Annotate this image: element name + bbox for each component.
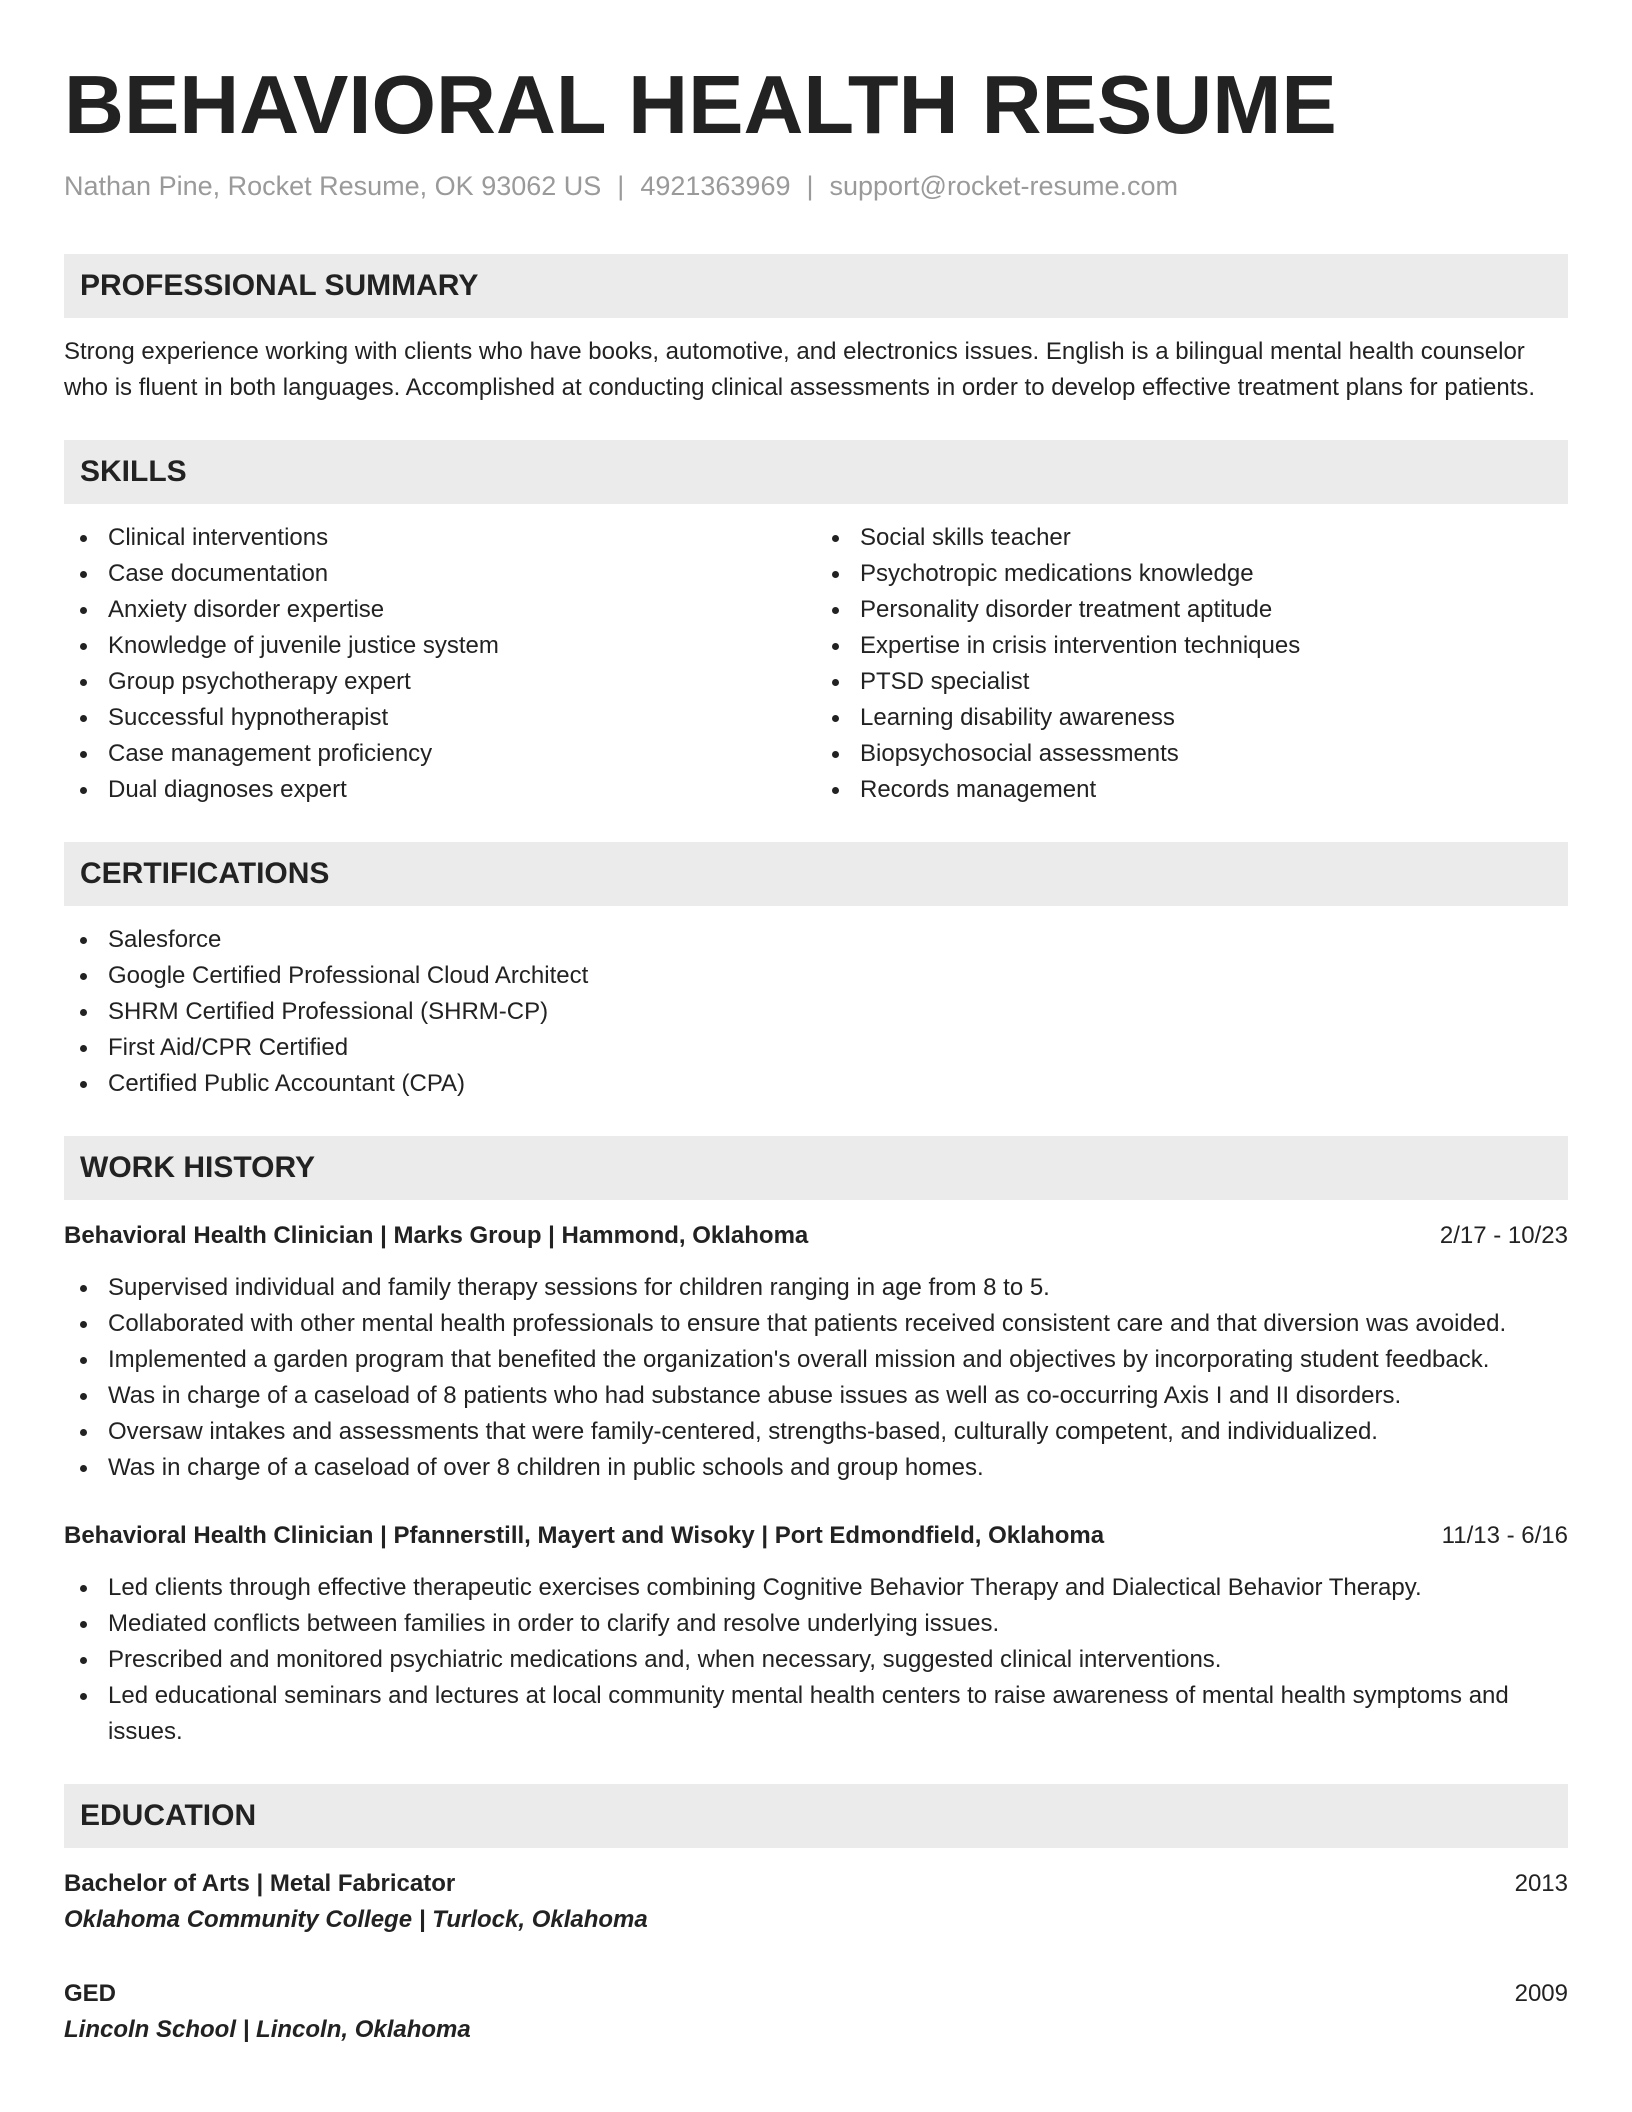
job-bullet: Implemented a garden program that benefited the organization's overall mission and objectives by incorporating student feedback. — [64, 1342, 1568, 1378]
skills-left-list — [64, 520, 816, 808]
skill-item: Social skills teacher — [816, 520, 1568, 556]
education-degree: Bachelor of Arts | Metal Fabricator — [64, 1870, 456, 1897]
job-bullet: Oversaw intakes and assessments that were family-centered, strengths-based, culturally competent, and individualized. — [64, 1414, 1568, 1450]
skill-item: Biopsychosocial assessments — [816, 736, 1568, 772]
skill-item: Learning disability awareness — [816, 700, 1568, 736]
job-bullets — [64, 1570, 1568, 1750]
job-bullet: Collaborated with other mental health professionals to ensure that patients received consistent care and that diversion was avoided. — [64, 1306, 1568, 1342]
summary-heading: PROFESSIONAL SUMMARY — [64, 254, 1568, 318]
certification-item: First Aid/CPR Certified — [64, 1030, 1568, 1066]
job-bullets — [64, 1270, 1568, 1486]
skill-item: Group psychotherapy expert — [64, 664, 816, 700]
skill-item: Psychotropic medications knowledge — [816, 556, 1568, 592]
certification-item: SHRM Certified Professional (SHRM-CP) — [64, 994, 1568, 1030]
job-bullet: Was in charge of a caseload of over 8 children in public schools and group homes. — [64, 1450, 1568, 1486]
education-school: Lincoln School | Lincoln, Oklahoma — [64, 2016, 471, 2043]
skills-heading: SKILLS — [64, 440, 1568, 504]
skill-item: Personality disorder treatment aptitude — [816, 592, 1568, 628]
skill-item: Case documentation — [64, 556, 816, 592]
contact-line — [64, 170, 1568, 202]
education-entry — [64, 1866, 1568, 1938]
certification-item: Salesforce — [64, 922, 1568, 958]
job-dates: 2/17 - 10/23 — [1439, 1222, 1568, 1249]
work-history-heading: WORK HISTORY — [64, 1136, 1568, 1200]
job-title: Behavioral Health Clinician | Pfannerstill, Mayert and Wisoky | Port Edmondfield, Oklahoma — [64, 1522, 1105, 1549]
contact-separator: | — [617, 171, 625, 201]
skills-grid — [64, 520, 1568, 808]
skills-right-list — [816, 520, 1568, 808]
education-heading: EDUCATION — [64, 1784, 1568, 1848]
contact-phone: 4921363969 — [640, 171, 791, 201]
education-entry — [64, 1976, 1568, 2048]
skill-item: Expertise in crisis intervention techniques — [816, 628, 1568, 664]
education-header — [64, 1976, 1568, 2012]
job-header — [64, 1518, 1568, 1554]
skill-item: Knowledge of juvenile justice system — [64, 628, 816, 664]
resume-title: BEHAVIORAL HEALTH RESUME — [64, 58, 1337, 151]
contact-email: support@rocket-resume.com — [829, 171, 1179, 201]
education-degree: GED — [64, 1980, 117, 2007]
education-header — [64, 1866, 1568, 1902]
job-bullet: Prescribed and monitored psychiatric medications and, when necessary, suggested clinical interventions. — [64, 1642, 1568, 1678]
skill-item: Clinical interventions — [64, 520, 816, 556]
contact-separator: | — [806, 171, 814, 201]
contact-address: Nathan Pine, Rocket Resume, OK 93062 US — [64, 171, 602, 201]
job-entry — [64, 1518, 1568, 1750]
job-entry — [64, 1218, 1568, 1486]
skill-item: Records management — [816, 772, 1568, 808]
job-bullet: Supervised individual and family therapy sessions for children ranging in age from 8 to 5. — [64, 1270, 1568, 1306]
skill-item: PTSD specialist — [816, 664, 1568, 700]
certifications-heading: CERTIFICATIONS — [64, 842, 1568, 906]
certifications-list — [64, 922, 1568, 1102]
certification-item: Certified Public Accountant (CPA) — [64, 1066, 1568, 1102]
job-title: Behavioral Health Clinician | Marks Group | Hammond, Oklahoma — [64, 1222, 809, 1249]
job-bullet: Mediated conflicts between families in order to clarify and resolve underlying issues. — [64, 1606, 1568, 1642]
summary-text: Strong experience working with clients who have books, automotive, and electronics issues. English is a bilingual mental health counselor who is fluent in both languages. Accomplished at conducting clinical assessments in order to develop effective treatment plans for patients. — [64, 338, 1536, 401]
skill-item: Anxiety disorder expertise — [64, 592, 816, 628]
skill-item: Successful hypnotherapist — [64, 700, 816, 736]
skill-item: Dual diagnoses expert — [64, 772, 816, 808]
education-year: 2009 — [1514, 1980, 1568, 2007]
education-school: Oklahoma Community College | Turlock, Oklahoma — [64, 1906, 648, 1933]
job-bullet: Led educational seminars and lectures at local community mental health centers to raise awareness of mental health symptoms and issues. — [64, 1678, 1568, 1750]
certification-item: Google Certified Professional Cloud Architect — [64, 958, 1568, 994]
job-bullet: Led clients through effective therapeutic exercises combining Cognitive Behavior Therapy and Dialectical Behavior Therapy. — [64, 1570, 1568, 1606]
education-year: 2013 — [1514, 1870, 1568, 1897]
skill-item: Case management proficiency — [64, 736, 816, 772]
job-bullet: Was in charge of a caseload of 8 patients who had substance abuse issues as well as co-occurring Axis I and II disorders. — [64, 1378, 1568, 1414]
job-header — [64, 1218, 1568, 1254]
job-dates: 11/13 - 6/16 — [1441, 1522, 1568, 1549]
